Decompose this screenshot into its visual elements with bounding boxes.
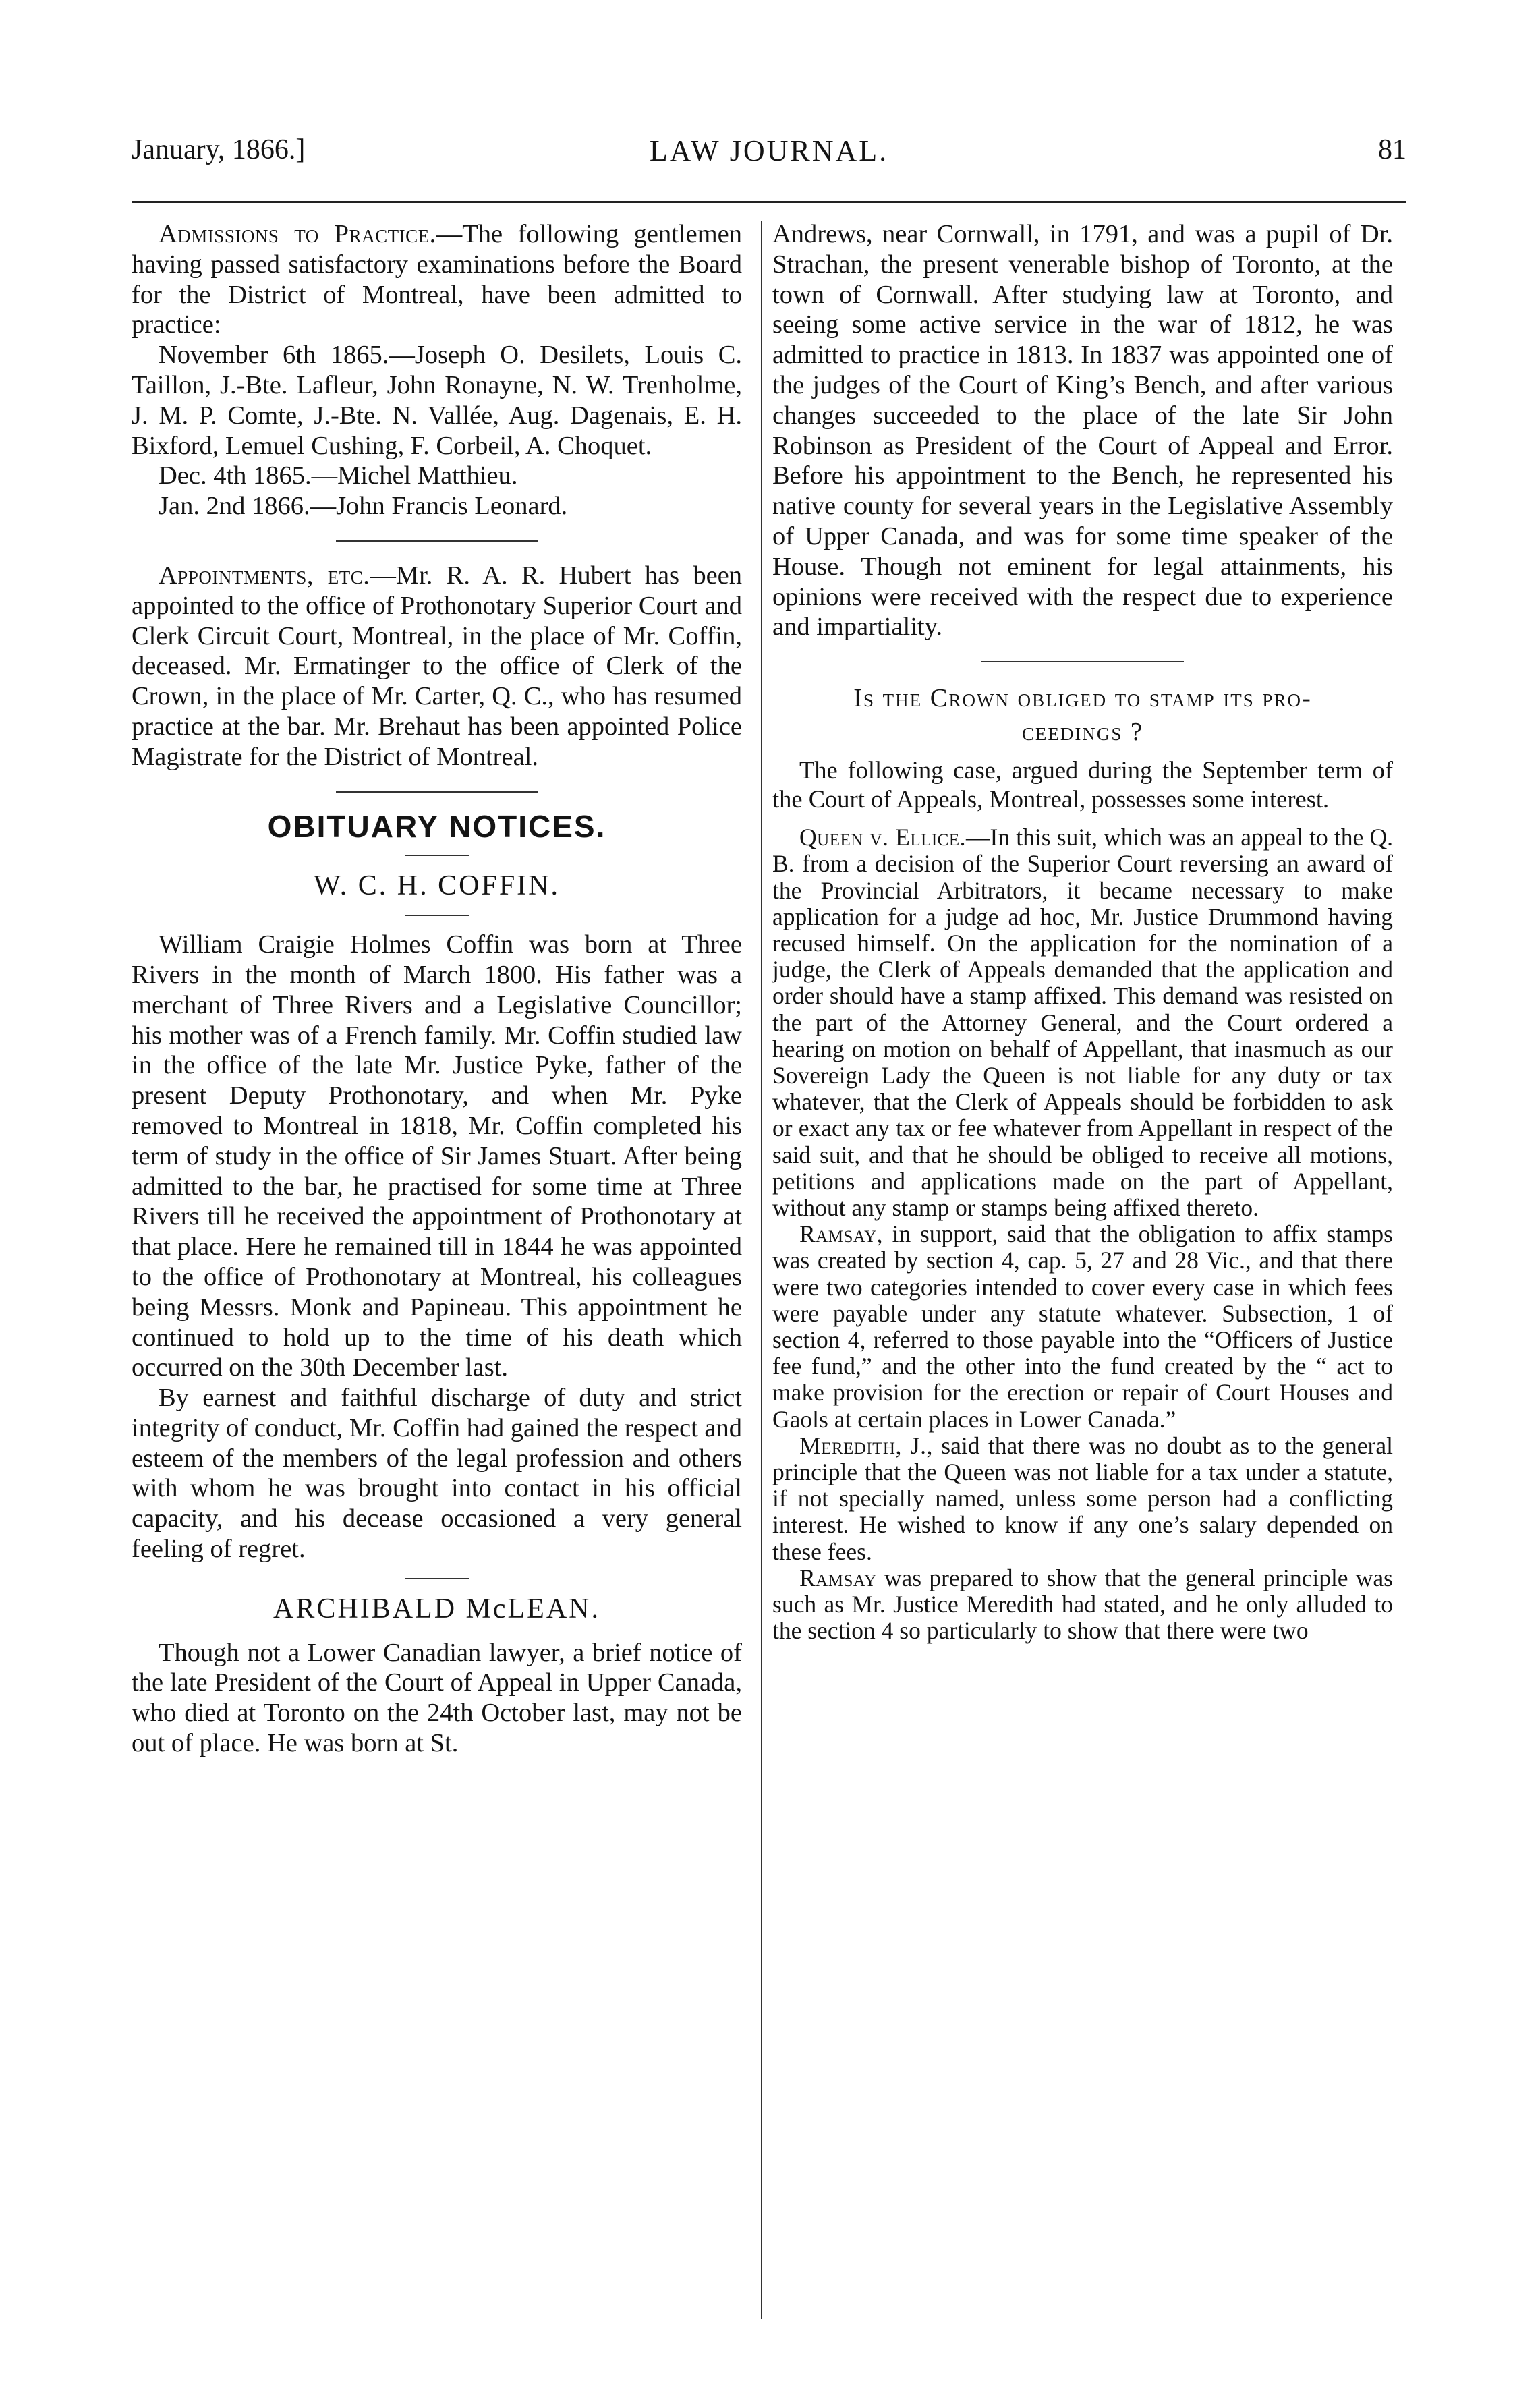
section-separator	[981, 661, 1184, 662]
appointments-paragraph	[132, 561, 742, 772]
short-separator	[405, 915, 469, 916]
short-separator	[405, 1578, 469, 1579]
ramsay2-text: was prepared to show that the general principle was such as Mr. Justice Meredith had stated, and he only alluded to the section 4 so particularly to show that there were two	[772, 1564, 1393, 1645]
ramsay-text: in support, said that the obligation to affix stamps was created by section 4, cap. 5, 27 and 28 Vic., and that there were two categories intended to cover every case in which fees were payable under any statute whatever. Subsection, 1 of section 4, referred to those payable into the “Officers of Justice fee fund,” and the other into the fund created by the “ act to make provision for the erection or repair of Court Houses and Gaols at certain places in Lower Canada.”	[772, 1220, 1393, 1433]
header-rule	[132, 201, 1406, 203]
page-number: 81	[1378, 134, 1406, 165]
case-name: Queen v. Ellice.	[799, 824, 967, 851]
crown-stamp-heading-line1: Is the Crown obliged to stamp its pro-	[853, 684, 1312, 713]
running-head	[132, 134, 1406, 181]
case-text: —In this suit, which was an appeal to the Q. B. from a decision of the Superior Court reversing an award of the Provincial Arbitrators, it became necessary to make application for a judge ad hoc, Mr. Justice Drummond having recused himself. On the application for the nomination of a judge, the Clerk of Appeals demanded that the application and order should have a stamp affixed. This demand was resisted on the part of the Attorney General, and the Court ordered a hearing on motion on behalf of Appellant, that inasmuch as our Sovereign Lady the Queen is not liable for any duty or tax whatever, that the Clerk of Appeals should be forbidden to ask or exact any tax or fee whatever from Appellant in respect of the said suit, and that he should be obliged to receive all motions, petitions and applications made on the part of Appellant, without any stamp or stamps being affixed thereto.	[772, 824, 1393, 1221]
appointments-text: —Mr. R. A. R. Hubert has been appointed to the office of Prothonotary Superior Court and Clerk Circuit Court, Montreal, in the place of Mr. Coffin, deceased. Mr. Ermatinger to the office of Clerk of the Crown, in the place of Mr. Carter, Q. C., who has resumed practice at the bar. Mr. Brehaut has been appointed Police Magistrate for the District of Montreal.	[132, 561, 743, 771]
crown-stamp-intro: The following case, argued during the September term of the Court of Appeals, Montreal, possesses some interest.	[772, 756, 1393, 814]
right-column	[772, 219, 1393, 1644]
coffin-name: W. C. H. COFFIN.	[313, 870, 560, 902]
meredith-text: said that there was no doubt as to the general principle that the Queen was not liable for a tax under a statute, if not specially named, unless some person had a conflicting interest. He wished to know if any one’s salary depended on these fees.	[772, 1431, 1393, 1565]
ramsay-name: Ramsay,	[799, 1220, 884, 1248]
admissions-january: Jan. 2nd 1866.—John Francis Leonard.	[159, 492, 568, 521]
section-separator	[336, 540, 538, 542]
section-separator	[336, 791, 538, 793]
issue-date: January, 1866.]	[132, 134, 306, 165]
journal-title: LAW JOURNAL.	[649, 134, 889, 167]
ramsay2-paragraph	[772, 1565, 1393, 1645]
meredith-name: Meredith, J.,	[799, 1431, 933, 1459]
crown-stamp-heading-line2: ceedings ?	[1021, 718, 1144, 747]
crown-stamp-heading	[772, 681, 1393, 749]
admissions-paragraph	[132, 219, 742, 340]
column-divider	[761, 221, 762, 2319]
ramsay-paragraph	[772, 1221, 1393, 1433]
ramsay2-name: Ramsay	[799, 1564, 877, 1591]
meredith-paragraph	[772, 1433, 1393, 1565]
admissions-heading: Admissions to Practice.	[159, 220, 436, 248]
appointments-heading: Appointments, etc.	[159, 561, 370, 590]
left-column	[132, 219, 742, 1759]
admissions-november: November 6th 1865.—Joseph O. Desilets, Louis C. Taillon, J.-Bte. Lafleur, John Ronayne, N. W. Trenholme, J. M. P. Comte, J.-Bte. N. Vallée, Aug. Dagenais, E. H. Bixford, Lemuel Cushing, F. Corbeil, A. Choquet.	[132, 341, 742, 460]
admissions-december: Dec. 4th 1865.—Michel Matthieu.	[159, 461, 518, 490]
short-separator	[405, 855, 469, 856]
case-paragraph	[772, 824, 1393, 1221]
mclean-name: ARCHIBALD McLEAN.	[273, 1593, 600, 1624]
admissions-intro: —The following gentlemen having passed satisfactory examinations before the Board for the District of Montreal, have been admitted to practice:	[132, 220, 742, 339]
coffin-paragraph-2: By earnest and faithful discharge of duty and strict integrity of conduct, Mr. Coffin had gained the respect and esteem of the members of the legal profession and others with whom he was brought into contact in his official capacity, and his decease occasioned a very general feeling of regret.	[132, 1384, 742, 1564]
mclean-paragraph-right: Andrews, near Cornwall, in 1791, and was a pupil of Dr. Strachan, the present venerable bishop of Toronto, at the town of Cornwall. After studying law at Toronto, and seeing some active service in the war of 1812, he was admitted to practice in 1813. In 1837 was appointed one of the judges of the Court of King’s Bench, and after various changes succeeded to the place of the late Sir John Robinson as President of the Court of Appeal and Error. Before his appointment to the Bench, he represented his native county for several years in the Legislative Assembly of Upper Canada, and was for some time speaker of the House. Though not eminent for legal attainments, his opinions were received with the respect due to experience and impartiality.	[772, 220, 1393, 642]
mclean-paragraph-left: Though not a Lower Canadian lawyer, a brief notice of the late President of the Court of Appeal in Upper Canada, who died at Toronto on the 24th October last, may not be out of place. He was born at St.	[132, 1638, 742, 1758]
coffin-paragraph-1: William Craigie Holmes Coffin was born at Three Rivers in the month of March 1800. His father was a merchant of Three Rivers and a Legislative Councillor; his mother was of a French family. Mr. Coffin studied law in the office of the late Mr. Justice Pyke, father of the present Deputy Prothonotary, and when Mr. Pyke removed to Montreal in 1818, Mr. Coffin completed his term of study in the office of Sir James Stuart. After being admitted to the bar, he practised for some time at Three Rivers till he received the appointment of Prothonotary at that place. Here he remained till in 1844 he was appointed to the office of Prothonotary at Montreal, his colleagues being Messrs. Monk and Papineau. This appointment he continued to hold up to the time of his death which occurred on the 30th December last.	[132, 930, 742, 1382]
obituary-heading: OBITUARY NOTICES.	[267, 808, 606, 844]
